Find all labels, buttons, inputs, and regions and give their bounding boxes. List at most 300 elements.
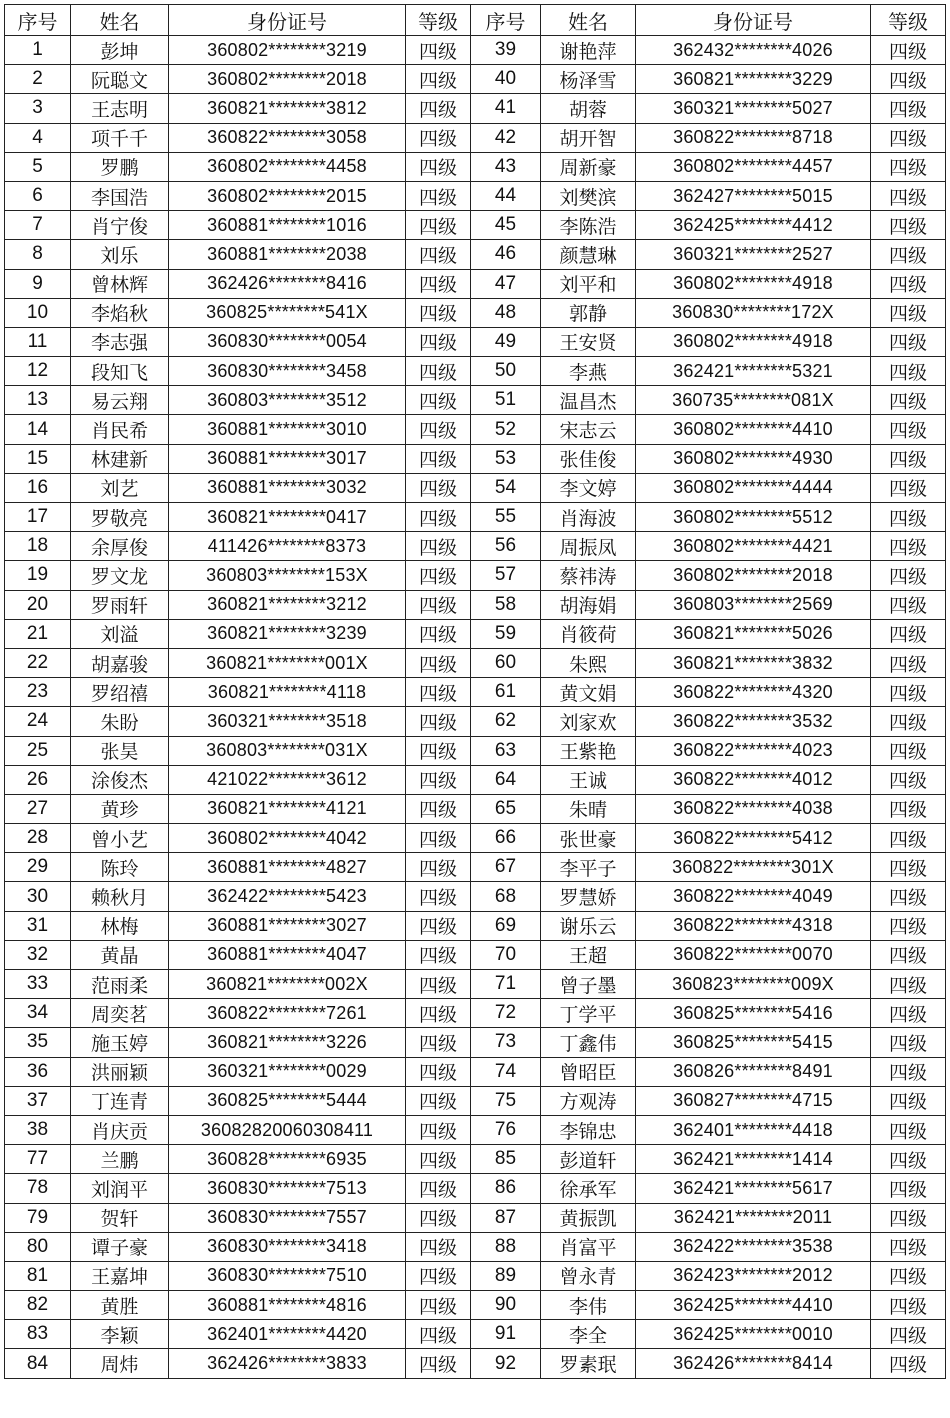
level-cell: 四级 [871, 415, 946, 444]
id-number-cell: 360830********7513 [169, 1174, 406, 1203]
level-cell: 四级 [871, 123, 946, 152]
table-row [5, 123, 946, 152]
name-cell: 曾昭臣 [541, 1057, 636, 1086]
serial-cell: 80 [5, 1232, 71, 1261]
serial-cell: 16 [5, 473, 71, 502]
name-cell: 郭静 [541, 298, 636, 327]
level-cell: 四级 [871, 1115, 946, 1144]
serial-cell: 13 [5, 386, 71, 415]
serial-cell: 2 [5, 65, 71, 94]
serial-cell: 15 [5, 444, 71, 473]
name-cell: 王嘉坤 [71, 1261, 169, 1290]
header-id-number: 身份证号 [636, 5, 871, 36]
id-number-cell: 362425********4412 [636, 211, 871, 240]
serial-cell: 86 [471, 1174, 541, 1203]
serial-cell: 14 [5, 415, 71, 444]
table-row [5, 211, 946, 240]
name-cell: 王安贤 [541, 327, 636, 356]
name-cell: 曾小艺 [71, 824, 169, 853]
serial-cell: 27 [5, 794, 71, 823]
table-row [5, 1291, 946, 1320]
id-number-cell: 360803********2569 [636, 590, 871, 619]
serial-cell: 78 [5, 1174, 71, 1203]
header-name: 姓名 [541, 5, 636, 36]
id-number-cell: 360802********4421 [636, 532, 871, 561]
serial-cell: 37 [5, 1086, 71, 1115]
id-number-cell: 360802********3219 [169, 36, 406, 65]
name-cell: 兰鹏 [71, 1145, 169, 1174]
name-cell: 刘樊滨 [541, 181, 636, 210]
name-cell: 胡开智 [541, 123, 636, 152]
name-cell: 方观涛 [541, 1086, 636, 1115]
id-number-cell: 360802********4918 [636, 327, 871, 356]
level-cell: 四级 [406, 240, 471, 269]
level-cell: 四级 [406, 648, 471, 677]
id-number-cell: 360821********5026 [636, 619, 871, 648]
id-number-cell: 360881********3027 [169, 911, 406, 940]
table-row [5, 1145, 946, 1174]
level-cell: 四级 [406, 999, 471, 1028]
serial-cell: 34 [5, 999, 71, 1028]
name-cell: 罗绍禧 [71, 678, 169, 707]
serial-cell: 45 [471, 211, 541, 240]
id-number-cell: 360822********3058 [169, 123, 406, 152]
serial-cell: 28 [5, 824, 71, 853]
name-cell: 罗素珉 [541, 1349, 636, 1378]
id-number-cell: 362421********1414 [636, 1145, 871, 1174]
name-cell: 涂俊杰 [71, 765, 169, 794]
name-cell: 谢艳萍 [541, 36, 636, 65]
serial-cell: 1 [5, 36, 71, 65]
level-cell: 四级 [871, 357, 946, 386]
name-cell: 陈玲 [71, 853, 169, 882]
id-number-cell: 360321********0029 [169, 1057, 406, 1086]
id-number-cell: 360830********0054 [169, 327, 406, 356]
name-cell: 张佳俊 [541, 444, 636, 473]
serial-cell: 40 [471, 65, 541, 94]
serial-cell: 84 [5, 1349, 71, 1378]
serial-cell: 64 [471, 765, 541, 794]
serial-cell: 71 [471, 970, 541, 999]
level-cell: 四级 [406, 794, 471, 823]
level-cell: 四级 [406, 882, 471, 911]
name-cell: 曾林辉 [71, 269, 169, 298]
name-cell: 徐承军 [541, 1174, 636, 1203]
id-number-cell: 360802********2015 [169, 181, 406, 210]
level-cell: 四级 [406, 473, 471, 502]
name-cell: 丁鑫伟 [541, 1028, 636, 1057]
serial-cell: 55 [471, 503, 541, 532]
serial-cell: 18 [5, 532, 71, 561]
serial-cell: 52 [471, 415, 541, 444]
id-number-cell: 360826********8491 [636, 1057, 871, 1086]
table-row [5, 619, 946, 648]
level-cell: 四级 [406, 1028, 471, 1057]
level-cell: 四级 [406, 1203, 471, 1232]
serial-cell: 39 [471, 36, 541, 65]
id-number-cell: 360821********3832 [636, 648, 871, 677]
header-id-number: 身份证号 [169, 5, 406, 36]
level-cell: 四级 [871, 794, 946, 823]
name-cell: 曾子墨 [541, 970, 636, 999]
name-cell: 周炜 [71, 1349, 169, 1378]
name-cell: 李全 [541, 1320, 636, 1349]
id-number-cell: 362427********5015 [636, 181, 871, 210]
serial-cell: 92 [471, 1349, 541, 1378]
table-row [5, 1232, 946, 1261]
id-number-cell: 360830********3458 [169, 357, 406, 386]
id-number-cell: 360802********2018 [636, 561, 871, 590]
id-number-cell: 360825********541X [169, 298, 406, 327]
serial-cell: 23 [5, 678, 71, 707]
level-cell: 四级 [406, 1320, 471, 1349]
name-cell: 贺轩 [71, 1203, 169, 1232]
id-number-cell: 360821********3239 [169, 619, 406, 648]
level-cell: 四级 [406, 532, 471, 561]
id-number-cell: 362426********3833 [169, 1349, 406, 1378]
name-cell: 李燕 [541, 357, 636, 386]
table-row [5, 1320, 946, 1349]
serial-cell: 85 [471, 1145, 541, 1174]
id-number-cell: 362422********3538 [636, 1232, 871, 1261]
header-name: 姓名 [71, 5, 169, 36]
name-cell: 肖筱荷 [541, 619, 636, 648]
id-number-cell: 362432********4026 [636, 36, 871, 65]
id-number-cell: 362401********4420 [169, 1320, 406, 1349]
id-number-cell: 360803********3512 [169, 386, 406, 415]
name-cell: 林梅 [71, 911, 169, 940]
id-number-cell: 360881********3032 [169, 473, 406, 502]
level-cell: 四级 [871, 240, 946, 269]
serial-cell: 79 [5, 1203, 71, 1232]
name-cell: 易云翔 [71, 386, 169, 415]
level-cell: 四级 [871, 707, 946, 736]
name-cell: 余厚俊 [71, 532, 169, 561]
level-cell: 四级 [871, 1145, 946, 1174]
table-row [5, 1174, 946, 1203]
name-cell: 黄珍 [71, 794, 169, 823]
serial-cell: 59 [471, 619, 541, 648]
name-cell: 李志强 [71, 327, 169, 356]
level-cell: 四级 [406, 853, 471, 882]
header-level: 等级 [871, 5, 946, 36]
id-number-cell: 360802********4457 [636, 152, 871, 181]
level-cell: 四级 [406, 970, 471, 999]
name-cell: 王紫艳 [541, 736, 636, 765]
table-row [5, 824, 946, 853]
name-cell: 王超 [541, 940, 636, 969]
id-number-cell: 360802********2018 [169, 65, 406, 94]
id-number-cell: 360821********3212 [169, 590, 406, 619]
level-cell: 四级 [406, 181, 471, 210]
level-cell: 四级 [871, 882, 946, 911]
level-cell: 四级 [871, 532, 946, 561]
table-row [5, 503, 946, 532]
name-cell: 温昌杰 [541, 386, 636, 415]
id-number-cell: 411426********8373 [169, 532, 406, 561]
name-cell: 胡嘉骏 [71, 648, 169, 677]
table-row [5, 561, 946, 590]
id-number-cell: 360821********002X [169, 970, 406, 999]
level-cell: 四级 [406, 503, 471, 532]
level-cell: 四级 [871, 1232, 946, 1261]
id-number-cell: 360321********5027 [636, 94, 871, 123]
level-cell: 四级 [871, 473, 946, 502]
level-cell: 四级 [871, 1057, 946, 1086]
name-cell: 刘溢 [71, 619, 169, 648]
id-number-cell: 360823********009X [636, 970, 871, 999]
id-number-cell: 360821********3229 [636, 65, 871, 94]
id-number-cell: 360822********4318 [636, 911, 871, 940]
level-cell: 四级 [406, 1349, 471, 1378]
level-cell: 四级 [871, 999, 946, 1028]
id-number-cell: 360830********7510 [169, 1261, 406, 1290]
table-row [5, 1261, 946, 1290]
serial-cell: 74 [471, 1057, 541, 1086]
name-cell: 周新豪 [541, 152, 636, 181]
id-number-cell: 360830********172X [636, 298, 871, 327]
serial-cell: 54 [471, 473, 541, 502]
serial-cell: 29 [5, 853, 71, 882]
id-number-cell: 362426********8416 [169, 269, 406, 298]
id-number-cell: 362421********5617 [636, 1174, 871, 1203]
name-cell: 宋志云 [541, 415, 636, 444]
name-cell: 赖秋月 [71, 882, 169, 911]
id-number-cell: 36082820060308411 [169, 1115, 406, 1144]
serial-cell: 91 [471, 1320, 541, 1349]
level-cell: 四级 [871, 853, 946, 882]
name-cell: 丁连青 [71, 1086, 169, 1115]
table-row [5, 269, 946, 298]
serial-cell: 24 [5, 707, 71, 736]
id-number-cell: 360802********4930 [636, 444, 871, 473]
serial-cell: 51 [471, 386, 541, 415]
level-cell: 四级 [406, 1174, 471, 1203]
id-number-cell: 360822********3532 [636, 707, 871, 736]
serial-cell: 62 [471, 707, 541, 736]
id-number-cell: 360827********4715 [636, 1086, 871, 1115]
id-number-cell: 360821********4121 [169, 794, 406, 823]
level-cell: 四级 [871, 765, 946, 794]
id-number-cell: 360881********3017 [169, 444, 406, 473]
name-cell: 肖民希 [71, 415, 169, 444]
id-number-cell: 360802********4458 [169, 152, 406, 181]
id-number-cell: 360822********7261 [169, 999, 406, 1028]
id-number-cell: 360821********0417 [169, 503, 406, 532]
serial-cell: 20 [5, 590, 71, 619]
id-number-cell: 360821********4118 [169, 678, 406, 707]
name-cell: 李颖 [71, 1320, 169, 1349]
id-number-cell: 362401********4418 [636, 1115, 871, 1144]
level-cell: 四级 [406, 211, 471, 240]
name-cell: 张昊 [71, 736, 169, 765]
name-cell: 刘艺 [71, 473, 169, 502]
id-number-cell: 360822********4320 [636, 678, 871, 707]
id-number-cell: 360825********5415 [636, 1028, 871, 1057]
level-cell: 四级 [406, 94, 471, 123]
name-cell: 颜慧琳 [541, 240, 636, 269]
level-cell: 四级 [406, 36, 471, 65]
name-cell: 谭子豪 [71, 1232, 169, 1261]
name-cell: 范雨柔 [71, 970, 169, 999]
name-cell: 丁学平 [541, 999, 636, 1028]
level-cell: 四级 [871, 911, 946, 940]
table-row [5, 940, 946, 969]
id-number-cell: 360802********4918 [636, 269, 871, 298]
id-number-cell: 360828********6935 [169, 1145, 406, 1174]
name-cell: 肖宁俊 [71, 211, 169, 240]
name-cell: 彭坤 [71, 36, 169, 65]
name-cell: 刘润平 [71, 1174, 169, 1203]
serial-cell: 58 [471, 590, 541, 619]
id-number-cell: 360822********8718 [636, 123, 871, 152]
table-row [5, 152, 946, 181]
level-cell: 四级 [871, 824, 946, 853]
serial-cell: 35 [5, 1028, 71, 1057]
level-cell: 四级 [406, 298, 471, 327]
serial-cell: 75 [471, 1086, 541, 1115]
table-row [5, 882, 946, 911]
id-number-cell: 360803********153X [169, 561, 406, 590]
level-cell: 四级 [871, 503, 946, 532]
level-cell: 四级 [871, 152, 946, 181]
level-cell: 四级 [871, 211, 946, 240]
id-number-cell: 362425********0010 [636, 1320, 871, 1349]
table-row [5, 1057, 946, 1086]
name-cell: 李文婷 [541, 473, 636, 502]
header-serial: 序号 [471, 5, 541, 36]
name-cell: 段知飞 [71, 357, 169, 386]
id-number-cell: 360821********3226 [169, 1028, 406, 1057]
table-row [5, 444, 946, 473]
name-cell: 蔡祎涛 [541, 561, 636, 590]
level-cell: 四级 [871, 1028, 946, 1057]
serial-cell: 63 [471, 736, 541, 765]
serial-cell: 3 [5, 94, 71, 123]
name-cell: 彭道轩 [541, 1145, 636, 1174]
level-cell: 四级 [406, 1291, 471, 1320]
table-row [5, 765, 946, 794]
serial-cell: 89 [471, 1261, 541, 1290]
serial-cell: 61 [471, 678, 541, 707]
name-cell: 肖庆贡 [71, 1115, 169, 1144]
id-number-cell: 360881********4827 [169, 853, 406, 882]
id-number-cell: 362421********2011 [636, 1203, 871, 1232]
level-cell: 四级 [871, 619, 946, 648]
serial-cell: 21 [5, 619, 71, 648]
level-cell: 四级 [406, 911, 471, 940]
serial-cell: 9 [5, 269, 71, 298]
serial-cell: 44 [471, 181, 541, 210]
serial-cell: 26 [5, 765, 71, 794]
table-row [5, 1349, 946, 1378]
level-cell: 四级 [871, 1086, 946, 1115]
name-cell: 刘平和 [541, 269, 636, 298]
id-number-cell: 360822********0070 [636, 940, 871, 969]
table-row [5, 415, 946, 444]
table-row [5, 1203, 946, 1232]
level-cell: 四级 [871, 678, 946, 707]
level-cell: 四级 [406, 1057, 471, 1086]
header-level: 等级 [406, 5, 471, 36]
serial-cell: 53 [471, 444, 541, 473]
id-number-cell: 362425********4410 [636, 1291, 871, 1320]
level-cell: 四级 [871, 561, 946, 590]
level-cell: 四级 [406, 1115, 471, 1144]
name-cell: 林建新 [71, 444, 169, 473]
level-cell: 四级 [871, 1320, 946, 1349]
level-cell: 四级 [406, 765, 471, 794]
id-number-cell: 360822********4049 [636, 882, 871, 911]
name-cell: 王诚 [541, 765, 636, 794]
level-cell: 四级 [871, 181, 946, 210]
name-cell: 朱熙 [541, 648, 636, 677]
level-cell: 四级 [871, 1174, 946, 1203]
serial-cell: 42 [471, 123, 541, 152]
level-cell: 四级 [406, 1261, 471, 1290]
id-number-cell: 360822********4038 [636, 794, 871, 823]
table-row [5, 678, 946, 707]
level-cell: 四级 [406, 65, 471, 94]
level-cell: 四级 [406, 1232, 471, 1261]
id-number-cell: 360881********4047 [169, 940, 406, 969]
name-cell: 洪丽颖 [71, 1057, 169, 1086]
table-row [5, 999, 946, 1028]
serial-cell: 22 [5, 648, 71, 677]
table-row [5, 736, 946, 765]
level-cell: 四级 [406, 619, 471, 648]
serial-cell: 56 [471, 532, 541, 561]
table-row [5, 65, 946, 94]
serial-cell: 32 [5, 940, 71, 969]
id-number-cell: 360821********001X [169, 648, 406, 677]
serial-cell: 81 [5, 1261, 71, 1290]
serial-cell: 87 [471, 1203, 541, 1232]
name-cell: 王志明 [71, 94, 169, 123]
level-cell: 四级 [406, 1145, 471, 1174]
level-cell: 四级 [406, 444, 471, 473]
name-cell: 阮聪文 [71, 65, 169, 94]
level-cell: 四级 [871, 1203, 946, 1232]
serial-cell: 7 [5, 211, 71, 240]
name-cell: 罗鹏 [71, 152, 169, 181]
serial-cell: 4 [5, 123, 71, 152]
level-cell: 四级 [871, 298, 946, 327]
level-cell: 四级 [871, 65, 946, 94]
table-row [5, 1028, 946, 1057]
name-cell: 谢乐云 [541, 911, 636, 940]
level-cell: 四级 [406, 736, 471, 765]
id-number-cell: 360822********4012 [636, 765, 871, 794]
level-cell: 四级 [406, 357, 471, 386]
header-serial: 序号 [5, 5, 71, 36]
serial-cell: 17 [5, 503, 71, 532]
id-number-cell: 360802********4042 [169, 824, 406, 853]
name-cell: 朱晴 [541, 794, 636, 823]
table-row [5, 357, 946, 386]
id-number-cell: 362421********5321 [636, 357, 871, 386]
name-cell: 刘家欢 [541, 707, 636, 736]
level-cell: 四级 [406, 152, 471, 181]
table-row [5, 298, 946, 327]
name-cell: 肖富平 [541, 1232, 636, 1261]
table-row [5, 473, 946, 502]
level-cell: 四级 [406, 824, 471, 853]
table-row [5, 1086, 946, 1115]
level-cell: 四级 [871, 444, 946, 473]
id-number-cell: 360821********3812 [169, 94, 406, 123]
level-cell: 四级 [871, 386, 946, 415]
